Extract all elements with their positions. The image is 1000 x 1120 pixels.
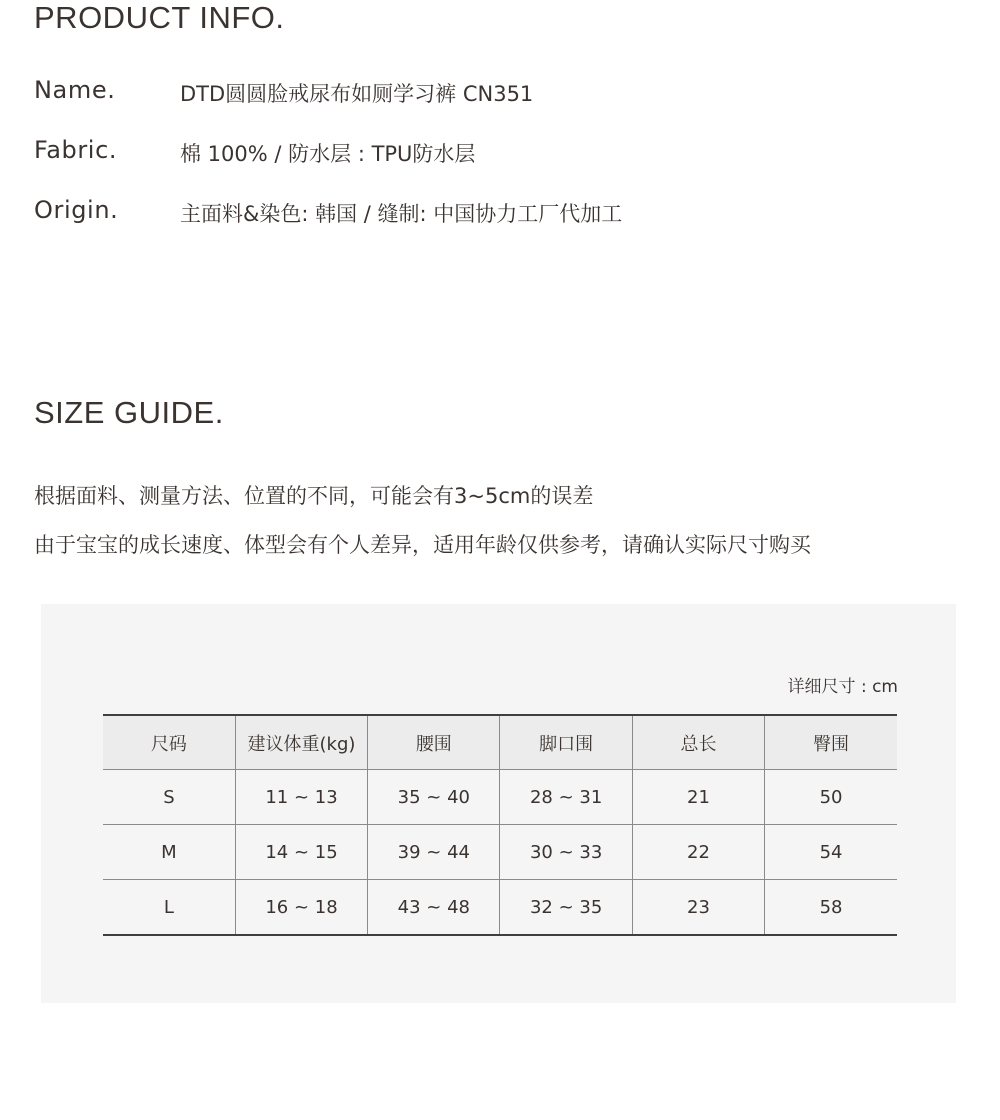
cell-hip: 54	[765, 825, 897, 880]
cell-size: L	[103, 880, 235, 936]
cell-weight: 11 ~ 13	[235, 770, 367, 825]
cell-weight: 16 ~ 18	[235, 880, 367, 936]
cell-weight: 14 ~ 15	[235, 825, 367, 880]
info-value-origin: 主面料&染色: 韩国 / 缝制: 中国协力工厂代加工	[180, 202, 623, 226]
info-row-fabric	[34, 136, 934, 176]
product-info-title: PRODUCT INFO.	[34, 0, 285, 35]
cell-leg-opening: 28 ~ 31	[500, 770, 632, 825]
info-label-name: Name.	[34, 76, 116, 104]
table-row	[103, 825, 897, 880]
cell-size: M	[103, 825, 235, 880]
size-guide-title: SIZE GUIDE.	[34, 395, 224, 430]
size-table	[103, 714, 897, 936]
cell-total-length: 22	[632, 825, 764, 880]
info-value-fabric: 棉 100% / 防水层 : TPU防水层	[180, 142, 476, 166]
unit-caption: 详细尺寸 : cm	[787, 677, 898, 697]
cell-size: S	[103, 770, 235, 825]
header-waist: 腰围	[368, 715, 500, 770]
header-hip: 臀围	[765, 715, 897, 770]
cell-leg-opening: 32 ~ 35	[500, 880, 632, 936]
table-row	[103, 770, 897, 825]
cell-hip: 50	[765, 770, 897, 825]
header-total-length: 总长	[632, 715, 764, 770]
info-label-fabric: Fabric.	[34, 136, 118, 164]
table-row	[103, 880, 897, 936]
header-size: 尺码	[103, 715, 235, 770]
size-table-header-row	[103, 715, 897, 770]
cell-total-length: 21	[632, 770, 764, 825]
cell-waist: 43 ~ 48	[368, 880, 500, 936]
header-weight: 建议体重(kg)	[235, 715, 367, 770]
info-value-name: DTD圆圆脸戒尿布如厕学习裤 CN351	[180, 82, 534, 106]
size-note-tolerance: 根据面料、测量方法、位置的不同，可能会有3~5cm的误差	[34, 484, 594, 508]
info-row-origin	[34, 196, 934, 236]
header-leg-opening: 脚口围	[500, 715, 632, 770]
cell-hip: 58	[765, 880, 897, 936]
size-note-age-reference: 由于宝宝的成长速度、体型会有个人差异，适用年龄仅供参考，请确认实际尺寸购买	[34, 533, 811, 557]
size-table-panel	[41, 604, 956, 1003]
info-label-origin: Origin.	[34, 196, 119, 224]
cell-waist: 35 ~ 40	[368, 770, 500, 825]
info-row-name	[34, 76, 934, 116]
cell-total-length: 23	[632, 880, 764, 936]
cell-waist: 39 ~ 44	[368, 825, 500, 880]
cell-leg-opening: 30 ~ 33	[500, 825, 632, 880]
